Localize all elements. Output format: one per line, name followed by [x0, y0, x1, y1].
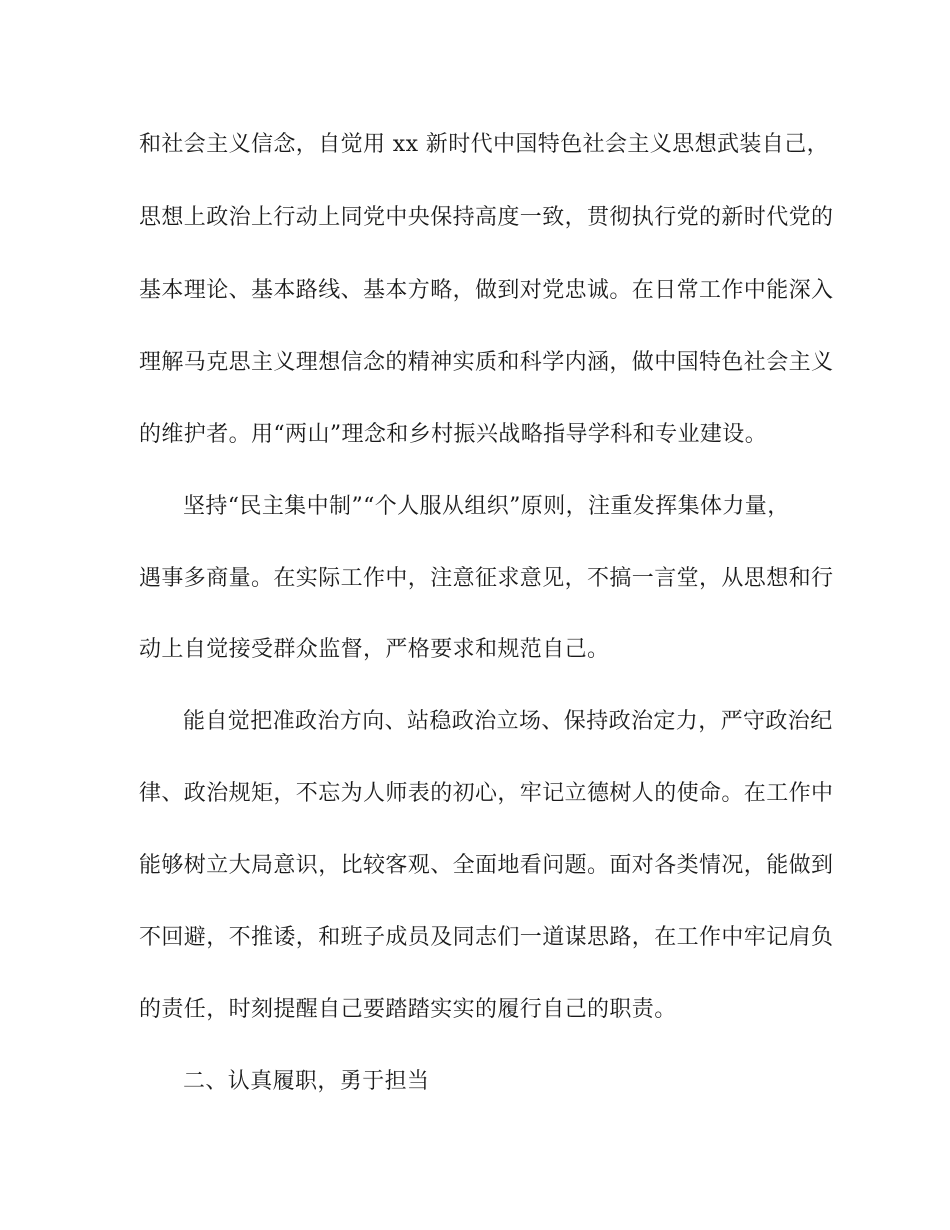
paragraph-line: 的责任，时刻提醒自己要踏踏实实的履行自己的职责。 [139, 997, 677, 1022]
paragraph-line: 理解马克思主义理想信念的精神实质和科学内涵，做中国特色社会主义 [139, 350, 834, 375]
paragraph-line: 律、政治规矩，不忘为人师表的初心，牢记立德树人的使命。在工作中 [139, 781, 834, 806]
paragraph-line: 遇事多商量。在实际工作中，注意征求意见，不搞一言堂，从思想和行 [139, 566, 834, 591]
paragraph-line: 和社会主义信念，自觉用 xx 新时代中国特色社会主义思想武装自己， [139, 132, 830, 157]
paragraph-line: 不回避，不推诿，和班子成员及同志们一道谋思路，在工作中牢记肩负 [139, 925, 834, 950]
section-heading: 二、认真履职，勇于担当 [183, 1069, 430, 1094]
paragraph-line: 基本理论、基本路线、基本方略，做到对党忠诚。在日常工作中能深入 [139, 278, 834, 303]
paragraph-line: 动上自觉接受群众监督，严格要求和规范自己。 [139, 637, 610, 662]
paragraph-line: 能够树立大局意识，比较客观、全面地看问题。面对各类情况，能做到 [139, 853, 834, 878]
paragraph-line: 能自觉把准政治方向、站稳政治立场、保持政治定力，严守政治纪 [183, 709, 833, 734]
paragraph-line: 的维护者。用“两山”理念和乡村振兴战略指导学科和专业建设。 [139, 422, 768, 447]
paragraph-line: 思想上政治上行动上同党中央保持高度一致，贯彻执行党的新时代党的 [139, 205, 834, 230]
paragraph-line: 坚持“民主集中制”“个人服从组织”原则，注重发挥集体力量， [183, 494, 790, 519]
